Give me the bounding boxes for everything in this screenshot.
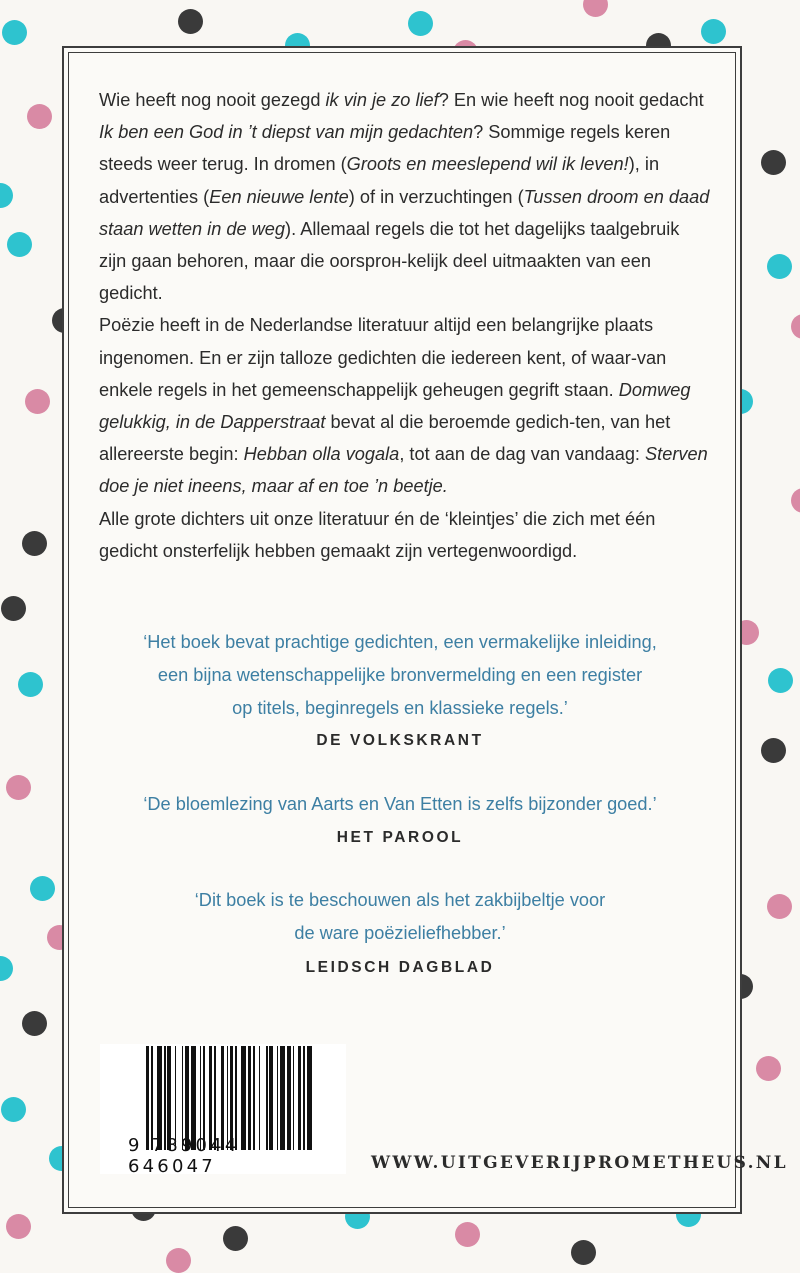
dot [178, 9, 203, 34]
blurb-text: , tot aan de dag van vandaag: [399, 444, 646, 465]
dot [30, 876, 55, 901]
italic-quote-text: ik vin je zo lief [325, 90, 439, 110]
dot [767, 894, 792, 919]
review-source-1: DE VOLKSKRANT [316, 732, 484, 749]
italic-quote-text: Hebban olla vogala [243, 444, 400, 465]
dot [701, 19, 726, 44]
review-quote-line: ‘Het boek bevat prachtige gedichten, een vermakelijke inleiding, [143, 632, 657, 652]
italic-quote-text: Domweg gelukkig, in de Dapperstraat [99, 379, 691, 433]
dot [455, 1222, 480, 1247]
dot [22, 531, 47, 556]
publisher-website: WWW.UITGEVERIJPROMETHEUS.NL [371, 1153, 788, 1173]
blurb-paragraph-1 [99, 84, 711, 309]
blurb-text: Wie heeft nog nooit gezegd [99, 90, 326, 110]
blurb-text: ? En wie heeft nog nooit gedacht [438, 90, 704, 110]
blurb-paragraph-3 [99, 503, 711, 567]
dot [0, 956, 13, 981]
review-quote-3 [72, 884, 728, 950]
dot [756, 1056, 781, 1081]
dot [571, 1240, 596, 1265]
dot [27, 104, 52, 129]
dot [761, 150, 786, 175]
review-quote-line: op titels, beginregels en klassieke regels.’ [232, 698, 568, 718]
review-quote-2 [72, 788, 728, 821]
review-quote-line: een bijna wetenschappelijke bronvermelding en een register [157, 665, 643, 685]
isbn-number: 9 789044 646047 [128, 1135, 240, 1177]
review-quote-line: ‘De bloemlezing van Aarts en Van Etten is zelfs bijzonder goed.’ [143, 794, 657, 814]
dot [18, 672, 43, 697]
dot [6, 775, 31, 800]
dot [2, 20, 27, 45]
back-cover-blurb [99, 84, 711, 567]
dot [223, 1226, 248, 1251]
blurb-text: Alle grote dichters uit onze literatuur én de ‘kleintjes’ die zich met één gedicht onsterfelijk hebben gemaakt zijn vertegenwoordigd. [99, 508, 656, 561]
italic-quote-text: Ik ben een God in ’t diepst van mijn gedachten [99, 122, 474, 143]
blurb-text: ), in advertenties ( [99, 154, 660, 207]
review-source-2: HET PAROOL [336, 829, 464, 846]
dot [583, 0, 608, 17]
blurb-text: ) of in verzuchtingen ( [348, 186, 524, 207]
review-quote-line: ‘Dit boek is te beschouwen als het zakbijbeltje voor [194, 890, 606, 910]
dot [791, 314, 800, 339]
review-quote-1 [72, 626, 728, 725]
dot [7, 232, 32, 257]
dot [761, 738, 786, 763]
dot [408, 11, 433, 36]
dot [25, 389, 50, 414]
italic-quote-text: Groots en meeslepend wil ik leven! [346, 154, 629, 175]
blurb-text: Poëzie heeft in de Nederlandse literatuur altijd een belangrijke plaats ingenomen. En er zijn talloze gedichten die iedereen kent, of waar-van enkele regels in het gemeenschappelijk geheugen gegrift staan. [99, 315, 667, 400]
dot [1, 596, 26, 621]
review-source-3: LEIDSCH DAGBLAD [305, 959, 495, 976]
blurb-paragraph-2 [99, 309, 711, 502]
dot [6, 1214, 31, 1239]
blurb-text: ? Sommige regels keren steeds weer terug. In dromen ( [99, 122, 671, 175]
dot [22, 1011, 47, 1036]
review-quote-line: de ware poëzieliefhebber.’ [294, 923, 506, 943]
blurb-text: bevat al die beroemde gedich-ten, van het allereerste begin: [99, 412, 671, 465]
dot [1, 1097, 26, 1122]
dot [0, 183, 13, 208]
italic-quote-text: Een nieuwe lente [209, 186, 349, 207]
dot [767, 254, 792, 279]
blurb-text: ). Allemaal regels die tot het dagelijks taalgebruik zijn gaan behoren, maar die oorsprон-kelijk deel uitmaakten van een gedicht. [99, 218, 680, 304]
dot [791, 488, 800, 513]
italic-quote-text: Tussen droom en daad staan wetten in de weg [99, 186, 710, 239]
italic-quote-text: Sterven doe je niet ineens, maar af en toe ’n beetje. [99, 444, 708, 497]
dot [768, 668, 793, 693]
